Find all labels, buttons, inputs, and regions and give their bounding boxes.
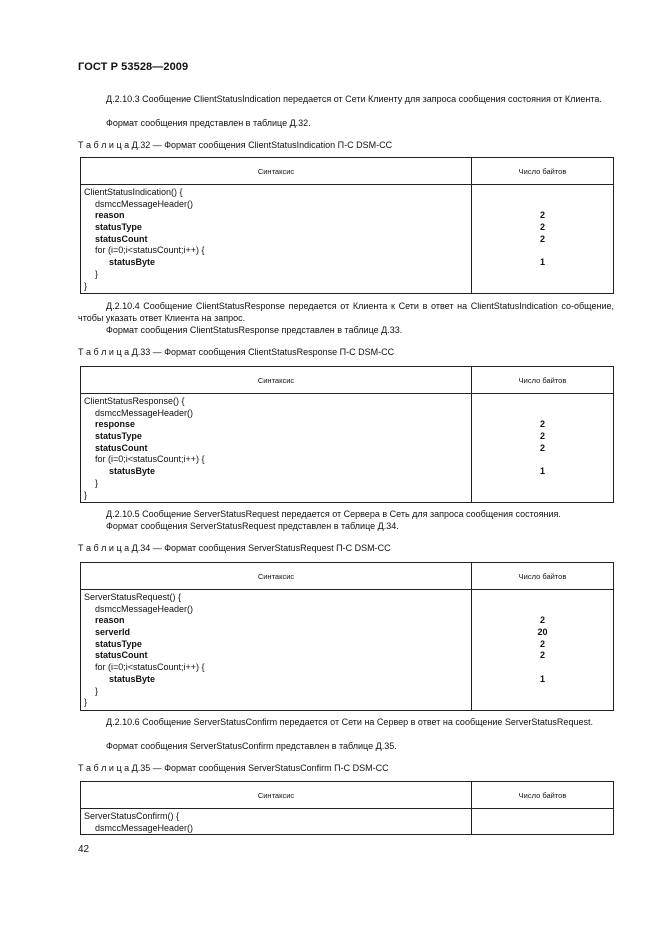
table-caption-d32: Т а б л и ц а Д.32 — Формат сообщения ClientStatusIndication П-С DSM-CC [78,140,393,150]
syntax-line: } [84,280,88,291]
byte-count [472,662,613,674]
byte-count: 1 [539,466,545,477]
syntax-line: ClientStatusIndication() { [84,187,183,197]
column-header-bytes: Число байтов [472,782,614,809]
byte-count [472,592,613,604]
syntax-line: response [95,419,136,430]
syntax-line: dsmccMessageHeader() [95,822,194,833]
syntax-line: for (i=0;i<statusCount;i++) { [95,662,205,673]
byte-count: 1 [539,257,545,268]
byte-count: 2 [539,233,545,244]
byte-count [472,245,613,257]
paragraph-d-2-10-3: Д.2.10.3 Сообщение ClientStatusIndication передается от Сети Клиенту для запроса сообщения состояния от Клиента. [106,94,602,104]
table-caption-d33: Т а б л и ц а Д.33 — Формат сообщения ClientStatusResponse П-С DSM-CC [78,347,395,357]
byte-count [472,697,613,709]
byte-count [472,281,613,293]
byte-count: 2 [539,442,545,453]
syntax-line: reason [95,210,125,221]
paragraph-format-d34: Формат сообщения ServerStatusRequest представлен в таблице Д.34. [106,521,399,531]
byte-count: 2 [539,615,545,626]
paragraph-d-2-10-6: Д.2.10.6 Сообщение ServerStatusConfirm передается от Сети на Сервер в ответ на сообщение ServerStatusRequest. [106,717,593,727]
byte-count [472,454,613,466]
table-d35 [80,781,614,835]
syntax-line: } [95,685,99,696]
syntax-line: dsmccMessageHeader() [95,198,194,209]
paragraph-format-d32: Формат сообщения представлен в таблице Д.32. [106,118,311,128]
byte-count: 2 [539,222,545,233]
byte-count [472,199,613,211]
table-caption-d34: Т а б л и ц а Д.34 — Формат сообщения ServerStatusRequest П-С DSM-CC [78,543,391,553]
byte-count [472,408,613,420]
syntax-line: statusType [95,638,142,649]
byte-count [472,686,613,698]
syntax-line: } [95,268,99,279]
byte-count: 20 [537,627,548,638]
syntax-line: statusByte [109,257,156,268]
byte-count [472,396,613,408]
column-header-bytes: Число байтов [472,563,614,590]
byte-count: 2 [539,431,545,442]
table-d33 [80,366,614,503]
column-header-syntax: Синтаксис [81,158,472,185]
paragraph-format-d33: Формат сообщения ClientStatusResponse представлен в таблице Д.33. [106,325,403,335]
syntax-line: } [84,489,88,500]
table-d34 [80,562,614,711]
byte-count: 2 [539,210,545,221]
paragraph-format-d35: Формат сообщения ServerStatusConfirm представлен в таблице Д.35. [106,741,397,751]
syntax-line: } [84,697,88,708]
byte-count [472,187,613,199]
syntax-line: for (i=0;i<statusCount;i++) { [95,245,205,256]
syntax-line: dsmccMessageHeader() [95,603,194,614]
column-header-syntax: Синтаксис [81,563,472,590]
byte-count [472,823,613,835]
syntax-line: serverId [95,627,131,638]
byte-count: 2 [539,638,545,649]
syntax-line: ServerStatusRequest() { [84,592,182,602]
byte-count: 2 [539,650,545,661]
syntax-line: statusType [95,222,142,233]
byte-count [472,269,613,281]
syntax-line: statusCount [95,233,148,244]
syntax-line: for (i=0;i<statusCount;i++) { [95,454,205,465]
byte-count: 1 [539,673,545,684]
byte-count [472,478,613,490]
column-header-bytes: Число байтов [472,367,614,394]
syntax-line: } [95,477,99,488]
column-header-syntax: Синтаксис [81,782,472,809]
byte-count: 2 [539,419,545,430]
page-number: 42 [78,844,90,855]
syntax-line: ServerStatusConfirm() { [84,811,180,821]
syntax-line: ClientStatusResponse() { [84,396,185,406]
syntax-line: statusType [95,431,142,442]
paragraph-d-2-10-5: Д.2.10.5 Сообщение ServerStatusRequest передается от Сервера в Сеть для запроса сообщения состояния. [106,509,561,519]
syntax-line: statusCount [95,650,148,661]
byte-count [472,811,613,823]
syntax-line: reason [95,615,125,626]
column-header-syntax: Синтаксис [81,367,472,394]
syntax-line: statusByte [109,673,156,684]
document-header: ГОСТ Р 53528—2009 [78,61,189,73]
syntax-line: statusByte [109,466,156,477]
syntax-line: statusCount [95,442,148,453]
table-caption-d35: Т а б л и ц а Д.35 — Формат сообщения ServerStatusConfirm П-С DSM-CC [78,763,389,773]
table-d32 [80,157,614,294]
byte-count [472,490,613,502]
column-header-bytes: Число байтов [472,158,614,185]
syntax-line: dsmccMessageHeader() [95,407,194,418]
paragraph-d-2-10-4: Д.2.10.4 Сообщение ClientStatusResponse передается от Клиента к Сети в ответ на ClientStatusIndication со-общение, чтобы указать ответ Клиента на запрос. [78,301,614,323]
byte-count [472,604,613,616]
